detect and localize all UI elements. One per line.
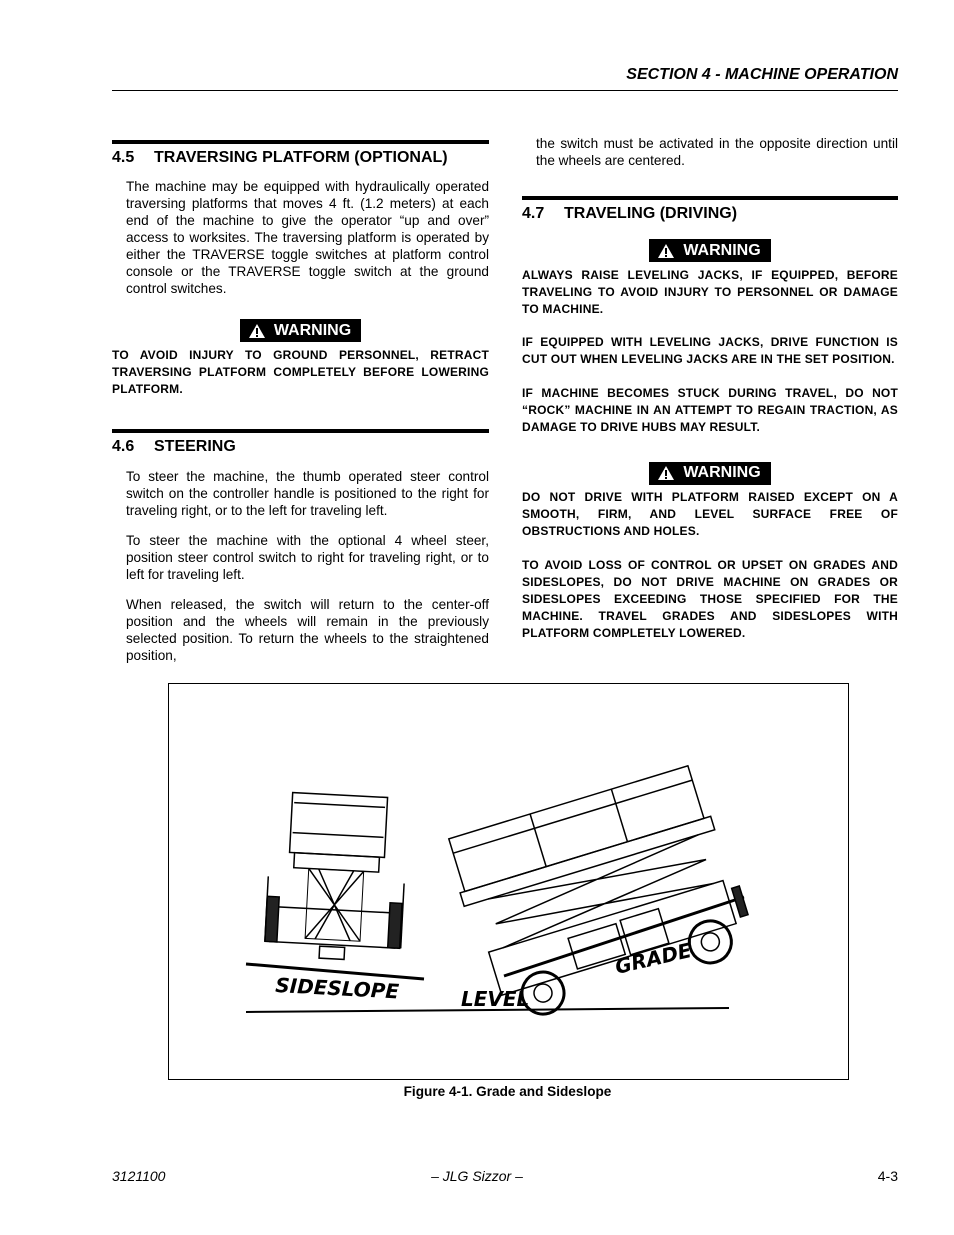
warning-text-5: TO AVOID LOSS OF CONTROL OR UPSET ON GRADES AND SIDESLOPES, DO NOT DRIVE MACHINE ON GRADES OR SIDESLOPES EXCEEDING THOSE SPECIFIED FOR THE MACHINE. TRAVEL GRADES AND SIDESLOPES WITH PLATFORM COMPLETELY LOWERED. — [522, 558, 898, 640]
section-number: 4.5 — [112, 149, 135, 166]
warning-triangle-icon — [657, 465, 675, 481]
section-title: TRAVERSING PLATFORM (OPTIONAL) — [154, 149, 448, 166]
left-column — [112, 100, 489, 664]
steering-paragraph-1: To steer the machine, the thumb operated steer control switch on the controller handle is positioned to the right for traveling right, or to the left for traveling left. — [126, 468, 489, 518]
right-column — [522, 100, 898, 642]
warning-block — [112, 319, 489, 344]
section-number: 4.7 — [522, 205, 545, 222]
section-title: STEERING — [154, 437, 236, 455]
sideslope-label: SIDESLOPE — [274, 973, 400, 1004]
warning-badge — [240, 319, 361, 342]
warning-badge — [649, 239, 770, 262]
figure-grade-sideslope — [168, 683, 849, 1080]
section-title: SECTION 4 - MACHINE OPERATION — [626, 66, 898, 83]
steering-paragraph-2: To steer the machine with the optional 4 wheel steer, position steer control switch to right for traveling right, or to left for traveling left. — [126, 532, 489, 582]
warning-text: TO AVOID INJURY TO GROUND PERSONNEL, RETRACT TRAVERSING PLATFORM COMPLETELY BEFORE LOWERING PLATFORM. — [112, 347, 489, 396]
footer-page-number: 4-3 — [877, 1168, 898, 1184]
warning-text-2: IF EQUIPPED WITH LEVELING JACKS, DRIVE FUNCTION IS CUT OUT WHEN LEVELING JACKS ARE IN THE SET POSITION. — [522, 334, 898, 366]
warning-label: WARNING — [273, 321, 352, 339]
warning-text-3: IF MACHINE BECOMES STUCK DURING TRAVEL, DO NOT “ROCK” MACHINE IN AN ATTEMPT TO REGAIN TRACTION, AS DAMAGE TO DRIVE HUBS MAY RESULT. — [522, 385, 898, 434]
traversing-paragraph: The machine may be equipped with hydraulically operated traversing platforms that moves 4 ft. (1.2 meters) at each end of the machine to give the operator “up and over” access to worksites. The traversing platform is operated by either the TRAVERSE toggle switches at platform control console or the TRAVERSE toggle switch at the ground control switches. — [126, 179, 489, 296]
section-number: 4.6 — [112, 437, 135, 455]
warning-block-1 — [522, 239, 898, 264]
continuation-paragraph: the switch must be activated in the opposite direction until the wheels are centered. — [536, 136, 898, 168]
warning-label: WARNING — [683, 241, 761, 259]
footer-document-number: 3121100 — [112, 1168, 166, 1184]
section-title: TRAVELING (DRIVING) — [564, 205, 738, 222]
warning-label: WARNING — [683, 464, 761, 481]
warning-triangle-icon — [657, 243, 675, 259]
section-4-7-heading — [522, 196, 898, 223]
footer-publication-title: – JLG Sizzor – — [431, 1168, 523, 1184]
warning-block-2 — [522, 462, 898, 487]
warning-triangle-icon — [248, 323, 266, 339]
warning-text-4: DO NOT DRIVE WITH PLATFORM RAISED EXCEPT ON A SMOOTH, FIRM, AND LEVEL SURFACE FREE OF OBSTRUCTIONS AND HOLES. — [522, 490, 898, 538]
grade-label: GRADE — [612, 938, 694, 979]
page-header — [112, 64, 898, 91]
figure-caption: Figure 4-1. Grade and Sideslope — [403, 1084, 612, 1099]
section-4-6-heading — [112, 429, 489, 456]
section-4-5-heading — [112, 140, 489, 167]
warning-text-1: ALWAYS RAISE LEVELING JACKS, IF EQUIPPED, BEFORE TRAVELING TO AVOID INJURY TO PERSONNEL OR DAMAGE TO MACHINE. — [522, 267, 898, 316]
figure-illustration — [169, 684, 848, 1079]
sideslope-machine-drawing — [264, 791, 408, 962]
steering-paragraph-3: When released, the switch will return to the center-off position and the wheels will remain in the previously selected position. To return the wheels to the straightened position, — [126, 596, 489, 663]
level-label: LEVEL — [461, 987, 530, 1011]
warning-badge — [649, 462, 770, 485]
